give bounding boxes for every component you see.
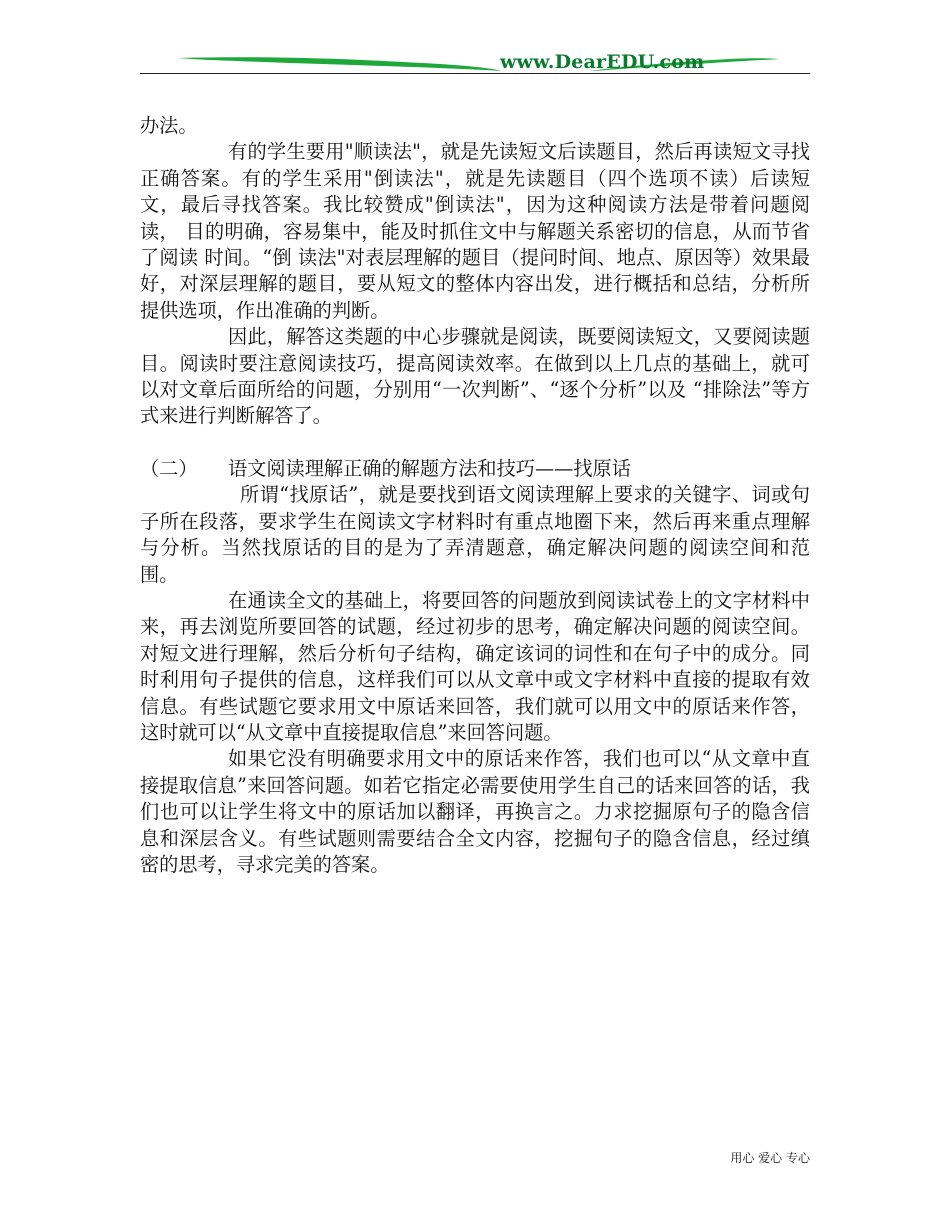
paragraph-reading-methods: 有的学生要用"顺读法"，就是先读短文后读题目，然后再读短文寻找正确答案。有的学生采用"倒读法"，就是先读题目（四个选项不读）后读短文，最后寻找答案。我比较赞成"倒读法"，因为这种阅读方法是带着问题阅读， 目的明确，容易集中，能及时抓住文中与解题关系密切的信息，从而节省了阅读 时间。“倒 读法"对表层理解的题目（提问时间、地点、原因等）效果最好，对深层理解的题目，要从短文的整体内容出发，进行概括和总结，分析所提供选项，作出准确的判断。 <box>140 140 810 322</box>
site-name: www.DearEDU.com <box>500 51 705 73</box>
paragraph-own-words: 如果它没有明确要求用文中的原话来作答，我们也可以“从文章中直接提取信息”来回答问题。如若它指定必需要使用学生自己的话来回答的话，我们也可以让学生将文中的原话加以翻译，再换言之。力求挖掘原句子的隐含信息和深层含义。有些试题则需要结合全文内容，挖掘句子的隐含信息，经过缜密的思考，寻求完美的答案。 <box>140 747 810 876</box>
paragraph-conclusion: 因此，解答这类题的中心步骤就是阅读，既要阅读短文，又要阅读题目。阅读时要注意阅读技巧，提高阅读效率。在做到以上几点的基础上，就可以对文章后面所给的问题，分别用“一次判断”、“逐个分析”以及 “排除法”等方式来进行判断解答了。 <box>140 325 810 428</box>
paragraph-reading-space: 在通读全文的基础上，将要回答的问题放到阅读试卷上的文字材料中来，再去浏览所要回答的试题，经过初步的思考，确定解决问题的阅读空间。对短文进行理解，然后分析句子结构，确定该词的词性和在句子中的成分。同时利用句子提供的信息，这样我们可以从文章中或文字材料中直接的提取有效信息。有些试题它要求用文中原话来回答，我们就可以用文中的原话来作答，这时就可以“从文章中直接提取信息”来回答问题。 <box>140 588 810 744</box>
section-heading <box>140 456 810 482</box>
header-rule <box>140 73 810 74</box>
paragraph-find-original: 所谓“找原话”，就是要找到语文阅读理解上要求的关键字、词或句子所在段落，要求学生在阅读文字材料时有重点地圈下来，然后再来重点理解与分析。当然找原话的目的是为了弄清题意，确定解决问题的阅读空间和范围。 <box>140 483 810 586</box>
section-number: （二） <box>140 456 198 480</box>
document-body <box>140 113 810 878</box>
paragraph-continuation: 办法。 <box>140 114 198 137</box>
paragraph-gap <box>140 430 810 456</box>
page-footer: 用心 爱心 专心 <box>730 1151 810 1165</box>
section-title: 语文阅读理解正确的解题方法和技巧——找原话 <box>228 456 631 480</box>
page-header <box>140 50 810 76</box>
